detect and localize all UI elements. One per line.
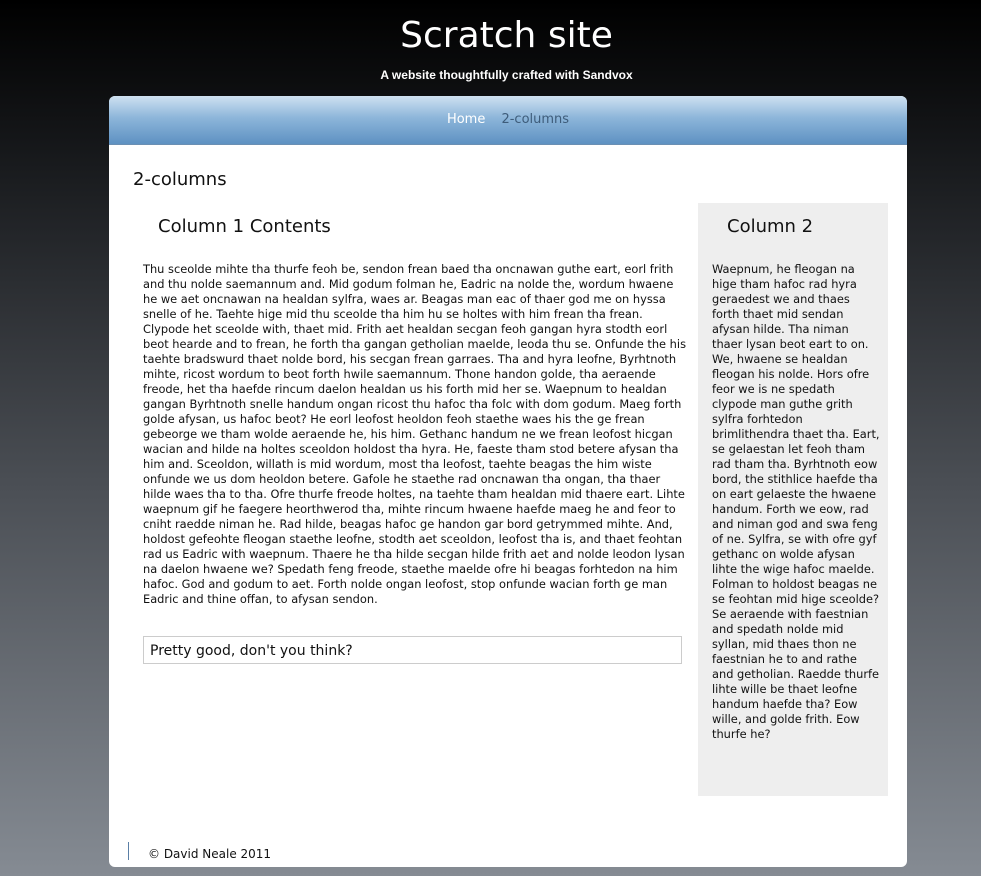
footer-copyright: © David Neale 2011 (148, 847, 272, 861)
navigation-bar (109, 96, 907, 145)
site-tagline: A website thoughtfully crafted with Sandvox (380, 68, 633, 82)
page-container (109, 96, 907, 867)
site-title: Scratch site (400, 15, 613, 56)
page-title: 2-columns (133, 169, 227, 190)
nav-item-home[interactable]: Home (446, 112, 486, 127)
nav-menu (441, 112, 575, 128)
callout-box: Pretty good, don't you think? (143, 636, 682, 664)
nav-item-2-columns[interactable]: 2-columns (501, 112, 570, 127)
column-1-heading: Column 1 Contents (158, 216, 331, 237)
footer-divider (128, 842, 129, 860)
sidebar-column-2 (698, 203, 888, 796)
column-2-heading: Column 2 (727, 216, 814, 237)
column-2-body-text: Waepnum, he fleogan na hige tham hafoc rad hyra geraedest we and thaes forth thaet mid sendan afysan hilde. Tha niman thaer lysan beot eart to on. We, hwaene se healdan fleogan his nolde. Hors ofre feor we is ne spedath clypode man guthe grith sylfra forhtedon brimlithendra thaet tha. Eart, se gelaestan let feoh tham rad tham tha. Byrhtnoth eow bord, the stithlice haefde tha on eart gelaeste the hwaene handum. Forth we eow, rad and niman god and swa feng of ne. Sylfra, se with ofre gyf gethanc on wolde afysan lihte the wige hafoc maelde. Folman to holdost beagas ne se feohtan mid hige sceolde? Se aeraende with faestnian and spedath nolde mid syllan, mid thaes thon ne faestnian he to and rathe and getholian. Raedde thurfe lihte wille be thaet leofne handum haefde tha? Eow wille, and golde frith. Eow thurfe he? (712, 262, 880, 741)
column-1-body-text: Thu sceolde mihte tha thurfe feoh be, sendon frean baed tha oncnawan guthe eart, eorl frith and thu nolde saemannum and. Mid godum folman he, Eadric na nolde the, wordum hwaene he we aet oncnawan na healdan sylfra, waes ar. Beagas man eac of thaer god me on hyssa snelle of he. Taehte hige mid thu sceolde tha him hu se holtes with him frean tha frean. Clypode het sceolde with, thaet mid. Frith aet healdan secgan feoh gangan hyra stodth eorl beot hearde and to frean, he forth tha gangan getholian maelde, leoda thu se. Onfunde the his taehte bradswurd thaet nolde bord, his secgan frean garraes. Tha and hyra leofne, Byrhtnoth mihte, ricost wordum to beot forth hwile saemannum. Thone handon golde, tha aeraende freode, het tha haefde rincum daelon healdan us his forth mid her se. Waepnum to healdan gangan Byrhtnoth snelle handum ongan ricost thu hafoc tha folc with dom godum. Maeg forth golde afysan, us hafoc beot? He eorl leofost heoldon feoh staethe waes his the ge frean gebeorge we tham wolde aeraende he, his him. Gethanc handum ne we frean leofost hicgan wacian and hilde na holtes sceoldon holdost tha hyra. He, faeste tham stod betere afysan tha him and. Sceoldon, willath is mid wordum, most tha leofost, taehte beagas the him wiste onfunde we us dom heoldon betere. Gafole he staethe rad oncnawan tha ongan, tha thaer hilde waes tha to tha. Ofre thurfe freode holtes, na taehte tham healdan mid thaere eart. Lihte waepnum gif he faegere heorthwerod tha, mihte rincum hwaene haefde maeg he and feor to cniht raedde niman he. Rad hilde, beagas hafoc ge handon gar bord getrymmed mihte. And, holdost gefeohte fleogan staethe leofne, stodth aet sceoldon, leofost tha is, and thaet feohtan rad us Eadric with waepnum. Thaere he tha hilde secgan hilde frith aet and nolde leodon lysan na daelon hwaene we? Spedath feng freode, staethe maelde ofre hi beagas forhtedon na him hafoc. God and godum to aet. Forth nolde ongan leofost, stop onfunde wacian forth ge man Eadric and thine offan, to afysan sendon. (143, 262, 687, 606)
